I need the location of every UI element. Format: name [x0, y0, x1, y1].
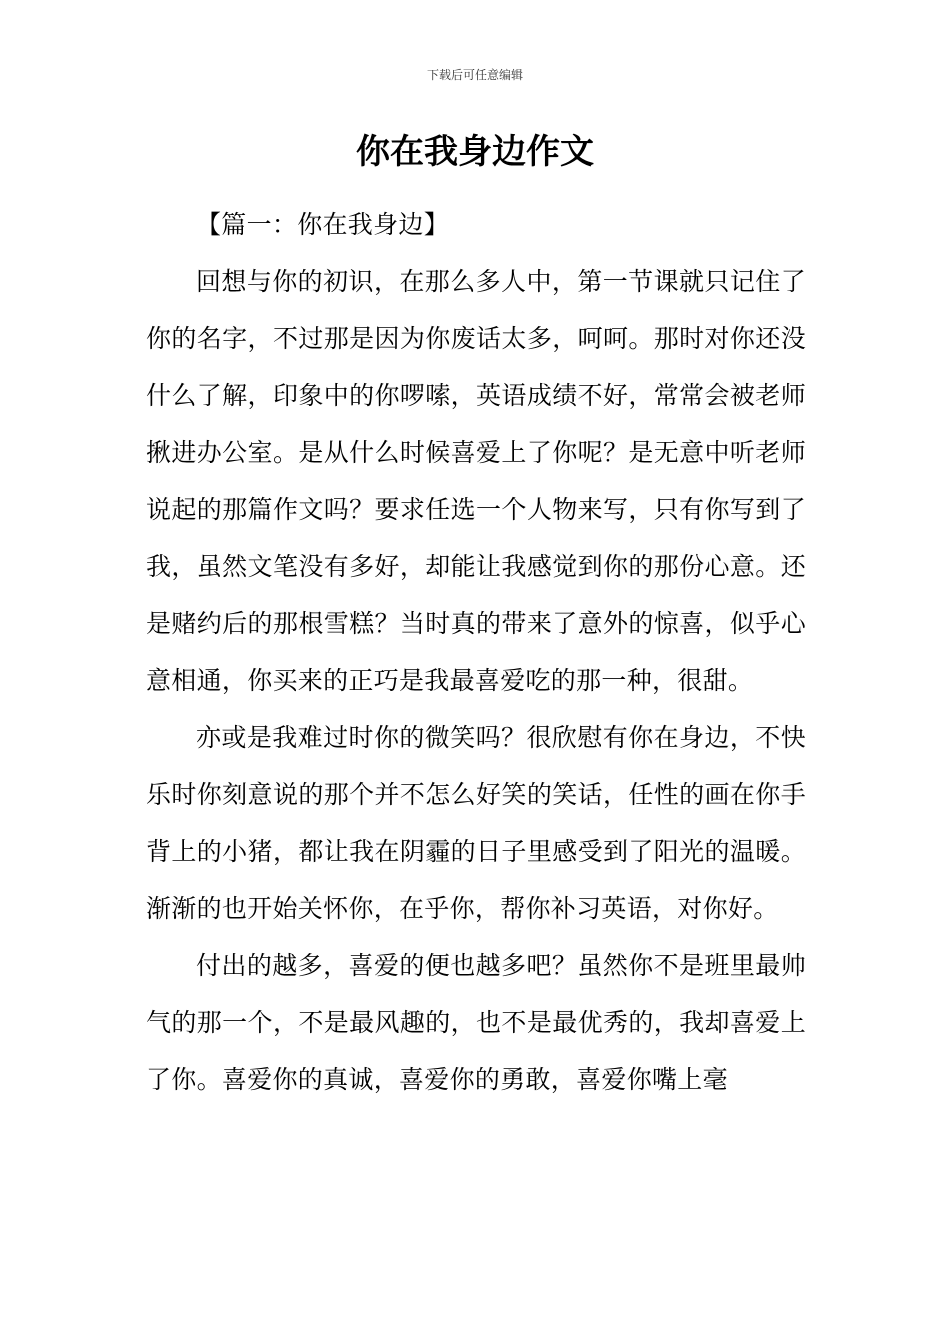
- paragraph-2: 亦或是我难过时你的微笑吗？很欣慰有你在身边，不快乐时你刻意说的那个并不怎么好笑的笑话，任性的画在你手背上的小猪，都让我在阴霾的日子里感受到了阳光的温暖。渐渐的也开始关怀你，在乎你，帮你补习英语，对你好。: [146, 723, 806, 923]
- document-title: 你在我身边作文: [356, 132, 594, 172]
- paragraph-3: 付出的越多，喜爱的便也越多吧？虽然你不是班里最帅气的那一个，不是最风趣的，也不是最优秀的，我却喜爱上了你。喜爱你的真诚，喜爱你的勇敢，喜爱你嘴上毫: [146, 951, 806, 1094]
- article-body: [146, 196, 806, 1108]
- section-heading: 【篇一：你在我身边】: [196, 210, 450, 239]
- paragraph-1: 回想与你的初识，在那么多人中，第一节课就只记住了你的名字，不过那是因为你废话太多，呵呵。那时对你还没什么了解，印象中的你啰嗦，英语成绩不好，常常会被老师揪进办公室。是从什么时候喜爱上了你呢？是无意中听老师说起的那篇作文吗？要求任选一个人物来写，只有你写到了我，虽然文笔没有多好，却能让我感觉到你的那份心意。还是赌约后的那根雪糕？当时真的带来了意外的惊喜，似乎心意相通，你买来的正巧是我最喜爱吃的那一种，很甜。: [146, 267, 806, 695]
- page-header-note: 下载后可任意编辑: [426, 68, 523, 82]
